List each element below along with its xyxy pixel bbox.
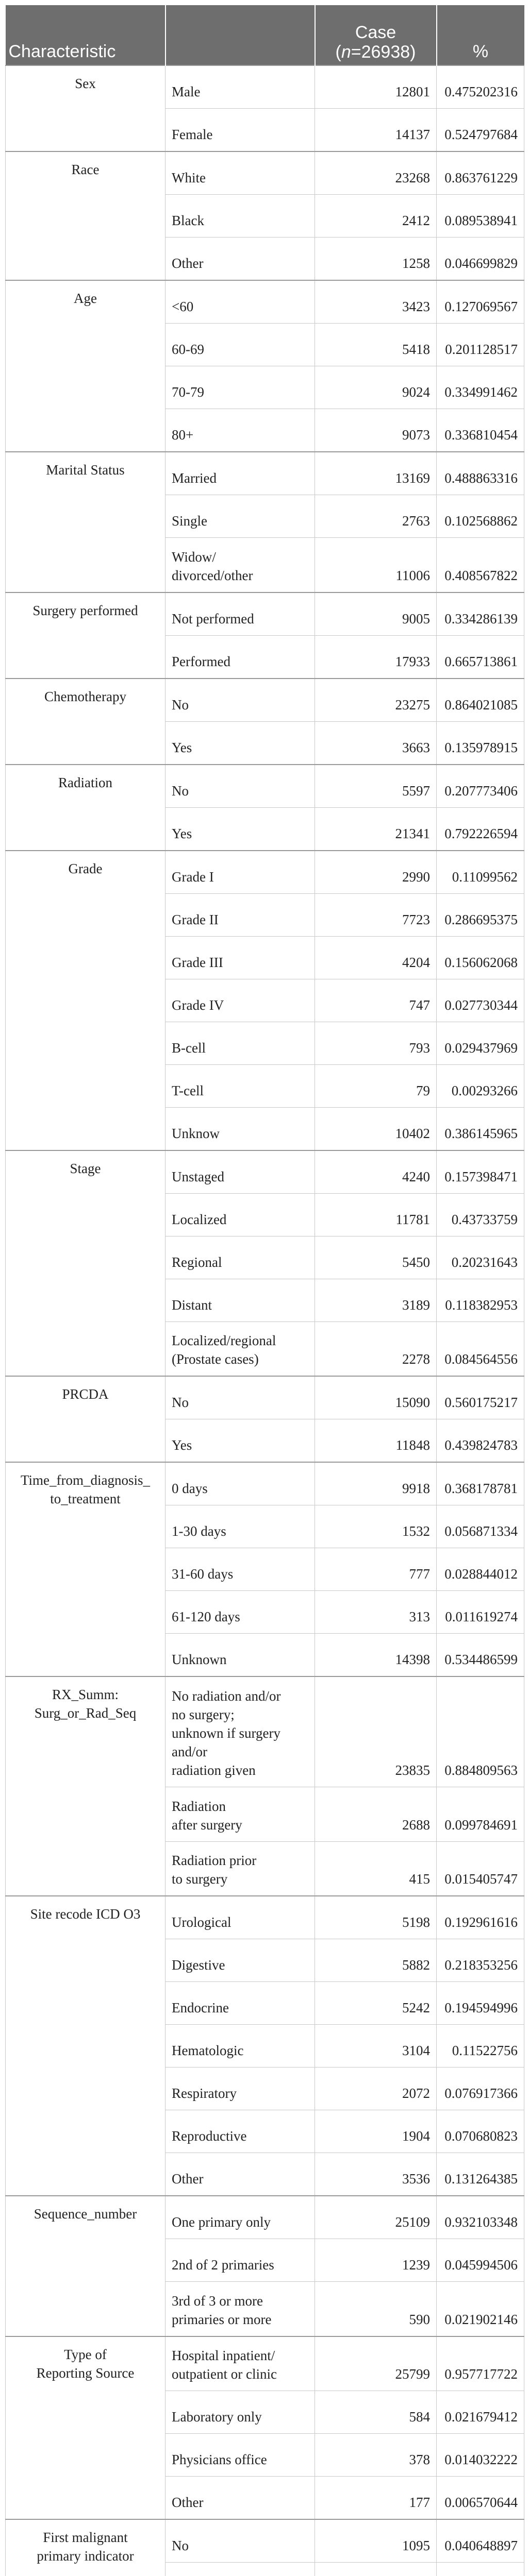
case-count-cell: 9073	[315, 409, 437, 452]
case-count-cell: 5597	[315, 765, 437, 808]
subcategory-cell: Regional	[166, 1236, 315, 1279]
group-label: Marital Status	[6, 452, 166, 592]
case-count-cell: 5418	[315, 324, 437, 366]
percent-cell: 0.218353256	[437, 1939, 524, 1982]
case-count-cell: 3189	[315, 1279, 437, 1321]
table-row	[6, 452, 524, 495]
percent-cell: 0.11522756	[437, 2025, 524, 2067]
table-row	[6, 1676, 524, 1787]
percent-cell: 0.014032222	[437, 2434, 524, 2477]
case-count-cell: 4240	[315, 1150, 437, 1194]
case-count-cell: 747	[315, 979, 437, 1022]
header-row	[6, 5, 524, 65]
case-count-cell: 7723	[315, 893, 437, 936]
subcategory-cell: One primary only	[166, 2196, 315, 2239]
percent-cell: 0.084564556	[437, 1321, 524, 1376]
subcategory-cell: Married	[166, 452, 315, 495]
case-count-cell: 2763	[315, 495, 437, 538]
percent-cell: 0.665713861	[437, 635, 524, 679]
percent-cell: 0.046699829	[437, 238, 524, 281]
percent-cell: 0.207773406	[437, 765, 524, 808]
percent-cell: 0.00293266	[437, 1064, 524, 1107]
subcategory-cell: Laboratory only	[166, 2391, 315, 2434]
header-case-label: Case	[322, 23, 430, 42]
case-count-cell	[315, 2563, 437, 2576]
subcategory-cell: Single	[166, 495, 315, 538]
percent-cell: 0.368178781	[437, 1462, 524, 1505]
percent-cell: 0.336810454	[437, 409, 524, 452]
percent-cell: 0.475202316	[437, 65, 524, 109]
case-count-cell: 590	[315, 2282, 437, 2336]
case-count-cell: 11781	[315, 1193, 437, 1236]
percent-cell: 0.334286139	[437, 592, 524, 636]
subcategory-cell: Unknow	[166, 1107, 315, 1150]
group-label: Race	[6, 151, 166, 280]
percent-cell: 0.099784691	[437, 1787, 524, 1841]
subcategory-cell: Unknown	[166, 1634, 315, 1677]
subcategory-cell: Radiation after surgery	[166, 1787, 315, 1841]
group-label: Site recode ICD O3	[6, 1896, 166, 2196]
case-count-cell: 3423	[315, 280, 437, 324]
subcategory-cell: Black	[166, 195, 315, 238]
table-row	[6, 151, 524, 195]
percent-cell: 0.102568862	[437, 495, 524, 538]
case-count-cell: 79	[315, 1064, 437, 1107]
percent-cell: 0.028844012	[437, 1548, 524, 1591]
case-count-cell: 2990	[315, 851, 437, 894]
percent-cell: 0.021679412	[437, 2391, 524, 2434]
subcategory-cell	[166, 2563, 315, 2576]
subcategory-cell: 2nd of 2 primaries	[166, 2239, 315, 2282]
percent-cell: 0.286695375	[437, 893, 524, 936]
group-label: Time_from_diagnosis_ to_treatment	[6, 1462, 166, 1676]
percent-cell: 0.408567822	[437, 538, 524, 592]
subcategory-cell: T-cell	[166, 1064, 315, 1107]
case-count-cell: 1532	[315, 1505, 437, 1548]
percent-cell: 0.192961616	[437, 1896, 524, 1939]
subcategory-cell: No radiation and/or no surgery; unknown if surgery and/or radiation given	[166, 1676, 315, 1787]
case-count-cell: 11006	[315, 538, 437, 592]
case-count-cell: 25109	[315, 2196, 437, 2239]
subcategory-cell: Distant	[166, 1279, 315, 1321]
subcategory-cell: Performed	[166, 635, 315, 679]
subcategory-cell: No	[166, 679, 315, 722]
subcategory-cell: 3rd of 3 or more primaries or more	[166, 2282, 315, 2336]
subcategory-cell: 70-79	[166, 366, 315, 409]
subcategory-cell: Grade III	[166, 936, 315, 979]
group-label: Stage	[6, 1150, 166, 1377]
case-count-cell: 177	[315, 2477, 437, 2520]
subcategory-cell: Digestive	[166, 1939, 315, 1982]
group-label: Sex	[6, 65, 166, 151]
percent-cell: 0.386145965	[437, 1107, 524, 1150]
subcategory-cell: Localized	[166, 1193, 315, 1236]
table-row	[6, 765, 524, 808]
case-count-cell: 21341	[315, 807, 437, 851]
percent-cell: 0.157398471	[437, 1150, 524, 1194]
header-characteristic: Characteristic	[6, 5, 166, 65]
percent-cell: 0.127069567	[437, 280, 524, 324]
subcategory-cell: Yes	[166, 807, 315, 851]
case-count-cell: 4204	[315, 936, 437, 979]
case-count-cell: 13169	[315, 452, 437, 495]
subcategory-cell: 60-69	[166, 324, 315, 366]
case-count-cell: 5198	[315, 1896, 437, 1939]
subcategory-cell: No	[166, 1376, 315, 1419]
case-count-cell: 5882	[315, 1939, 437, 1982]
table-row	[6, 679, 524, 722]
table-row	[6, 851, 524, 894]
subcategory-cell: Grade IV	[166, 979, 315, 1022]
subcategory-cell: Yes	[166, 1419, 315, 1463]
group-label: Chemotherapy	[6, 679, 166, 765]
case-count-cell: 14398	[315, 1634, 437, 1677]
subcategory-cell: Not performed	[166, 592, 315, 636]
table-row	[6, 65, 524, 109]
case-count-cell: 1095	[315, 2519, 437, 2563]
subcategory-cell: 1-30 days	[166, 1505, 315, 1548]
case-count-cell: 25799	[315, 2336, 437, 2391]
case-count-cell: 23268	[315, 151, 437, 195]
case-count-cell: 3536	[315, 2153, 437, 2196]
group-label: First malignant primary indicator	[6, 2519, 166, 2576]
table-row	[6, 1150, 524, 1194]
percent-cell: 0.957717722	[437, 2336, 524, 2391]
case-count-cell: 12801	[315, 65, 437, 109]
case-count-cell: 9005	[315, 592, 437, 636]
case-count-cell: 9918	[315, 1462, 437, 1505]
subcategory-cell: Urological	[166, 1896, 315, 1939]
characteristics-table	[5, 5, 524, 2576]
subcategory-cell: Endocrine	[166, 1982, 315, 2025]
table-row	[6, 1462, 524, 1505]
percent-cell: 0.534486599	[437, 1634, 524, 1677]
case-count-cell: 15090	[315, 1376, 437, 1419]
subcategory-cell: Unstaged	[166, 1150, 315, 1194]
subcategory-cell: 31-60 days	[166, 1548, 315, 1591]
header-case	[315, 5, 437, 65]
subcategory-cell: Male	[166, 65, 315, 109]
table-row	[6, 1376, 524, 1419]
table-header	[6, 5, 524, 65]
group-label: Age	[6, 280, 166, 452]
subcategory-cell: Yes	[166, 721, 315, 765]
percent-cell: 0.11099562	[437, 851, 524, 894]
subcategory-cell: Reproductive	[166, 2110, 315, 2153]
case-count-cell: 1258	[315, 238, 437, 281]
percent-cell: 0.011619274	[437, 1591, 524, 1634]
case-count-cell: 14137	[315, 109, 437, 152]
percent-cell: 0.089538941	[437, 195, 524, 238]
table-body	[6, 65, 524, 2576]
percent-cell: 0.194594996	[437, 1982, 524, 2025]
percent-cell: 0.027730344	[437, 979, 524, 1022]
subcategory-cell: White	[166, 151, 315, 195]
subcategory-cell: Grade II	[166, 893, 315, 936]
group-label: RX_Summ: Surg_or_Rad_Seq	[6, 1676, 166, 1896]
percent-cell: 0.43733759	[437, 1193, 524, 1236]
case-count-cell: 9024	[315, 366, 437, 409]
case-count-cell: 415	[315, 1841, 437, 1896]
table-row	[6, 592, 524, 636]
percent-cell: 0.029437969	[437, 1022, 524, 1064]
group-label: Surgery performed	[6, 592, 166, 679]
header-case-n: (n=26938)	[322, 42, 430, 62]
case-count-cell: 5242	[315, 1982, 437, 2025]
table-row	[6, 2196, 524, 2239]
percent-cell: 0.040648897	[437, 2519, 524, 2563]
percent-cell: 0.021902146	[437, 2282, 524, 2336]
table-row	[6, 280, 524, 324]
subcategory-cell: Other	[166, 2153, 315, 2196]
subcategory-cell: Hospital inpatient/ outpatient or clinic	[166, 2336, 315, 2391]
percent-cell: 0.863761229	[437, 151, 524, 195]
percent-cell: 0.524797684	[437, 109, 524, 152]
case-count-cell: 2072	[315, 2067, 437, 2110]
case-count-cell: 17933	[315, 635, 437, 679]
subcategory-cell: Other	[166, 2477, 315, 2520]
subcategory-cell: Other	[166, 238, 315, 281]
subcategory-cell: Localized/regional (Prostate cases)	[166, 1321, 315, 1376]
table-row	[6, 1896, 524, 1939]
subcategory-cell: Grade I	[166, 851, 315, 894]
percent-cell: 0.006570644	[437, 2477, 524, 2520]
percent-cell: 0.20231643	[437, 1236, 524, 1279]
header-sub-blank	[166, 5, 315, 65]
subcategory-cell: No	[166, 765, 315, 808]
subcategory-cell: No	[166, 2519, 315, 2563]
group-label: Sequence_number	[6, 2196, 166, 2336]
percent-cell: 0.070680823	[437, 2110, 524, 2153]
table-row	[6, 2336, 524, 2391]
case-count-cell: 584	[315, 2391, 437, 2434]
percent-cell: 0.045994506	[437, 2239, 524, 2282]
case-count-cell: 1239	[315, 2239, 437, 2282]
percent-cell: 0.439824783	[437, 1419, 524, 1463]
percent-cell: 0.488863316	[437, 452, 524, 495]
percent-cell: 0.076917366	[437, 2067, 524, 2110]
case-count-cell: 3104	[315, 2025, 437, 2067]
percent-cell: 0.118382953	[437, 1279, 524, 1321]
percent-cell: 0.156062068	[437, 936, 524, 979]
percent-cell: 0.932103348	[437, 2196, 524, 2239]
percent-cell: 0.056871334	[437, 1505, 524, 1548]
case-count-cell: 11848	[315, 1419, 437, 1463]
case-count-cell: 2688	[315, 1787, 437, 1841]
header-percent: %	[437, 5, 524, 65]
subcategory-cell: Hematologic	[166, 2025, 315, 2067]
table-row	[6, 2519, 524, 2563]
subcategory-cell: Female	[166, 109, 315, 152]
case-count-cell: 3663	[315, 721, 437, 765]
percent-cell: 0.334991462	[437, 366, 524, 409]
subcategory-cell: Physicians office	[166, 2434, 315, 2477]
case-count-cell: 777	[315, 1548, 437, 1591]
subcategory-cell: <60	[166, 280, 315, 324]
group-label: Type of Reporting Source	[6, 2336, 166, 2520]
case-count-cell: 10402	[315, 1107, 437, 1150]
subcategory-cell: Respiratory	[166, 2067, 315, 2110]
percent-cell: 0.884809563	[437, 1676, 524, 1787]
case-count-cell: 378	[315, 2434, 437, 2477]
subcategory-cell: 61-120 days	[166, 1591, 315, 1634]
case-count-cell: 1904	[315, 2110, 437, 2153]
case-count-cell: 23835	[315, 1676, 437, 1787]
percent-cell: 0.864021085	[437, 679, 524, 722]
case-count-cell: 23275	[315, 679, 437, 722]
case-count-cell: 2412	[315, 195, 437, 238]
percent-cell: 0.135978915	[437, 721, 524, 765]
group-label: Grade	[6, 851, 166, 1150]
percent-cell: 0.131264385	[437, 2153, 524, 2196]
percent-cell: 0.015405747	[437, 1841, 524, 1896]
percent-cell: 0.201128517	[437, 324, 524, 366]
subcategory-cell: B-cell	[166, 1022, 315, 1064]
percent-cell: 0.560175217	[437, 1376, 524, 1419]
group-label: Radiation	[6, 765, 166, 851]
case-count-cell: 5450	[315, 1236, 437, 1279]
subcategory-cell: Widow/ divorced/other	[166, 538, 315, 592]
percent-cell: 0.792226594	[437, 807, 524, 851]
subcategory-cell: 0 days	[166, 1462, 315, 1505]
subcategory-cell: 80+	[166, 409, 315, 452]
percent-cell	[437, 2563, 524, 2576]
group-label: PRCDA	[6, 1376, 166, 1462]
case-count-cell: 2278	[315, 1321, 437, 1376]
subcategory-cell: Radiation prior to surgery	[166, 1841, 315, 1896]
case-count-cell: 793	[315, 1022, 437, 1064]
case-count-cell: 313	[315, 1591, 437, 1634]
